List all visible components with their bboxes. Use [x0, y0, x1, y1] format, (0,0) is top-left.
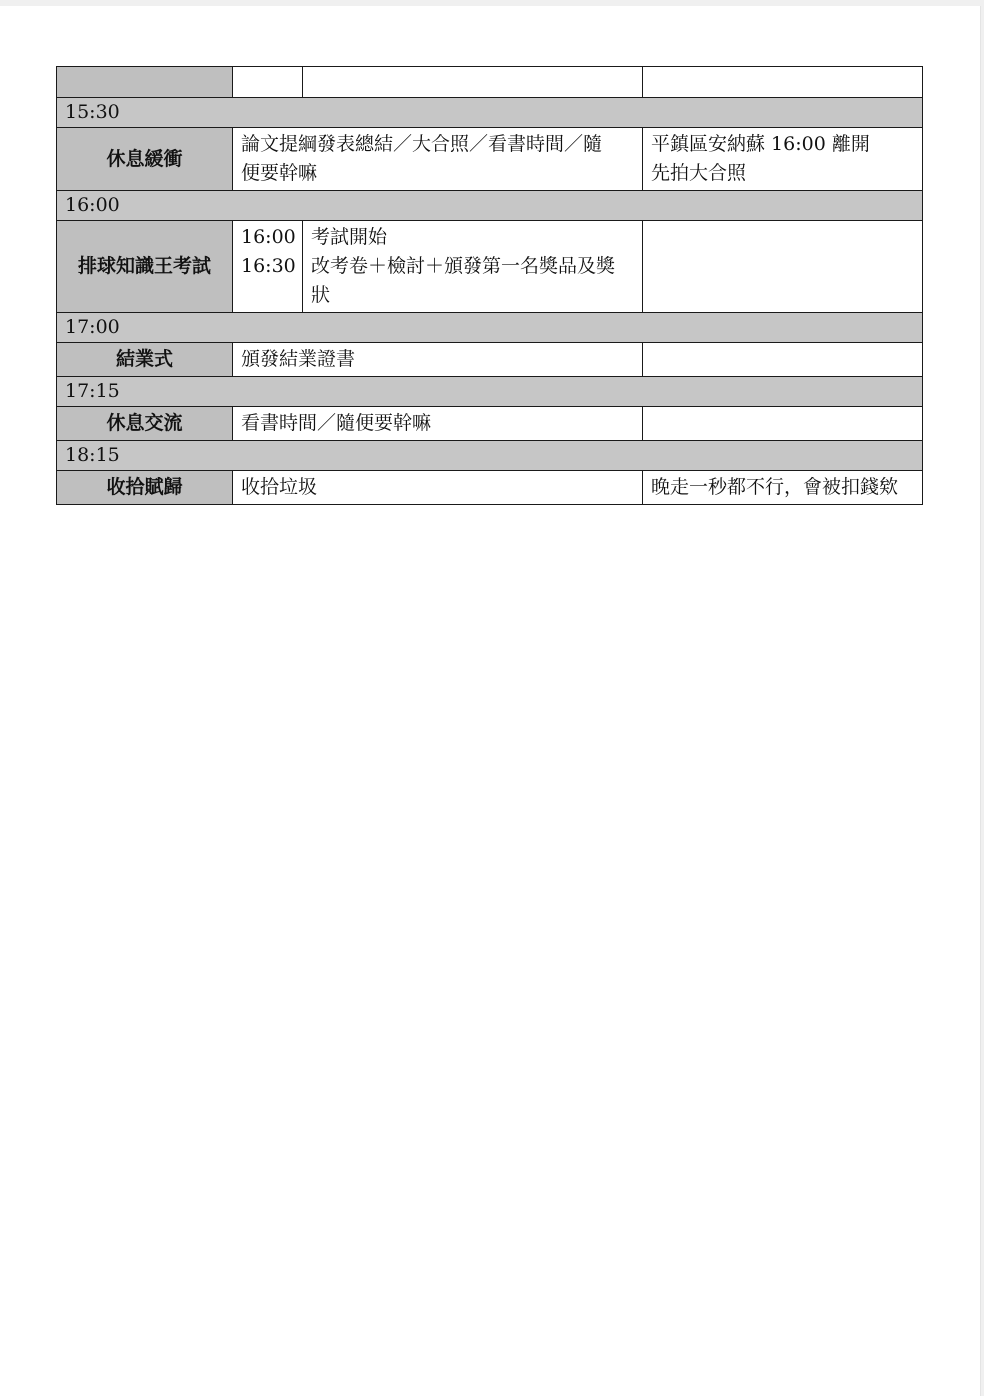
sub-time: 16:00 [241, 226, 296, 248]
activity-name: 排球知識王考試 [57, 221, 233, 313]
sub-item: 改考卷＋檢討＋頒發第一名獎品及獎 [311, 255, 616, 277]
time-label: 17:15 [57, 377, 923, 407]
time-row [57, 377, 923, 407]
document-page [0, 6, 981, 1396]
time-label: 17:00 [57, 313, 923, 343]
activity-detail [233, 128, 643, 191]
time-label: 18:15 [57, 441, 923, 471]
activity-note [643, 128, 923, 191]
activity-note [643, 343, 923, 377]
sub-items [303, 221, 643, 313]
activity-note [643, 221, 923, 313]
empty-cell [233, 67, 303, 98]
sub-item: 狀 [311, 284, 331, 306]
table-row [57, 67, 923, 98]
table-row [57, 407, 923, 441]
empty-cell [303, 67, 643, 98]
activity-note: 晚走一秒都不行，會被扣錢欸 [643, 471, 923, 505]
table-row [57, 128, 923, 191]
empty-cell [643, 67, 923, 98]
schedule-table [56, 66, 923, 505]
activity-name: 結業式 [57, 343, 233, 377]
sub-item: 考試開始 [311, 226, 388, 248]
note-line: 先拍大合照 [651, 162, 747, 184]
time-row [57, 191, 923, 221]
detail-line: 便要幹嘛 [241, 162, 318, 184]
time-row [57, 441, 923, 471]
detail-line: 論文提綱發表總結／大合照／看書時間／隨 [241, 133, 603, 155]
time-label: 15:30 [57, 98, 923, 128]
activity-detail: 看書時間／隨便要幹嘛 [233, 407, 643, 441]
note-line: 平鎮區安納蘇 16:00 離開 [651, 133, 870, 155]
activity-name: 休息緩衝 [57, 128, 233, 191]
activity-name: 收拾賦歸 [57, 471, 233, 505]
table-row [57, 221, 923, 313]
sub-times [233, 221, 303, 313]
time-row [57, 98, 923, 128]
table-row [57, 471, 923, 505]
activity-note [643, 407, 923, 441]
activity-cell-empty [57, 67, 233, 98]
time-row [57, 313, 923, 343]
activity-detail: 頒發結業證書 [233, 343, 643, 377]
table-row [57, 343, 923, 377]
activity-detail: 收拾垃圾 [233, 471, 643, 505]
activity-name: 休息交流 [57, 407, 233, 441]
time-label: 16:00 [57, 191, 923, 221]
sub-time: 16:30 [241, 255, 296, 277]
